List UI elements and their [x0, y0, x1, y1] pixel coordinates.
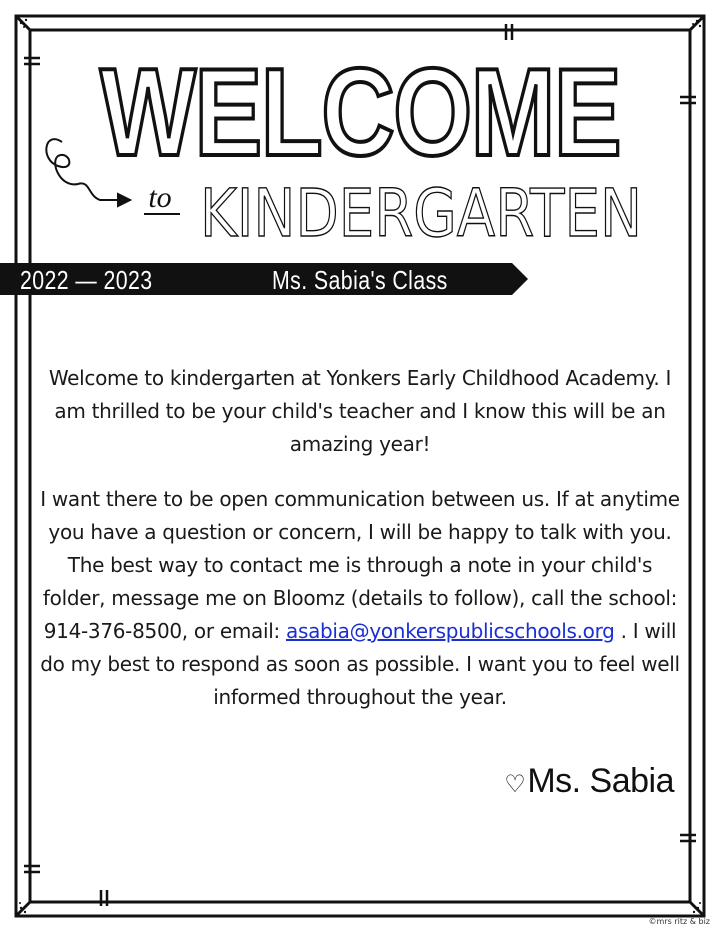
class-banner [0, 263, 528, 295]
welcome-paragraph: Welcome to kindergarten at Yonkers Early Childhood Academy. I am thrilled to be your child's teacher and I know this will be an amazing year! [48, 366, 672, 456]
school-year: 2022 — 2023 [20, 265, 153, 295]
to-word: to [148, 181, 172, 214]
teacher-signature [504, 762, 674, 801]
title-graphic [0, 0, 720, 260]
signature-name: Ms. Sabia [527, 762, 674, 800]
copyright-note: ©mrs ritz & biz [648, 917, 710, 926]
kindergarten-heading: KINDERGARTEN [200, 175, 642, 252]
email-link[interactable]: asabia@yonkerspublicschools.org [286, 619, 615, 643]
welcome-heading: WELCOME [100, 44, 620, 182]
heart-icon: ♡ [504, 771, 526, 798]
contact-paragraph [40, 483, 680, 714]
contact-text-outro: . I will do my best to respond as soon as possible. I want you to feel well informed throughout the year. [40, 619, 680, 709]
class-name: Ms. Sabia's Class [272, 265, 448, 295]
contact-text-intro: I want there to be open communication between us. If at anytime you have a question or concern, I will be happy to talk with you. The best way to contact me is through a note in your child's folder, message me on Bloomz (details to follow), call the school: 914-376-8500, or email: [40, 487, 680, 643]
